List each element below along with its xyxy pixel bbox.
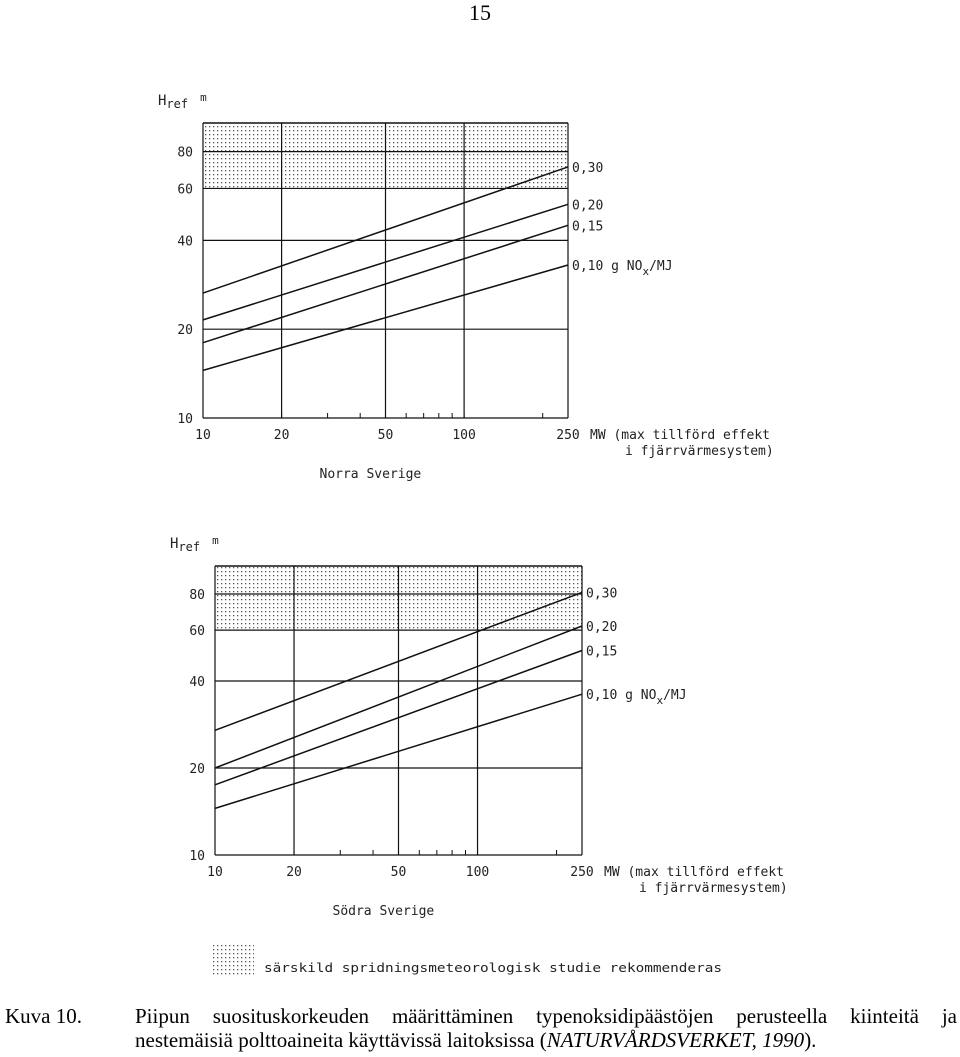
legend-swatch [212,944,254,976]
series-label: 0,15 [586,644,618,660]
y-tick-label: 20 [177,323,193,339]
x-tick-label: 100 [465,865,490,880]
y-tick-label: 60 [189,624,205,640]
x-tick-label: 50 [390,865,407,880]
y-tick-label: 40 [177,234,193,250]
series-label: 0,15 [572,219,604,235]
caption-line-2-end: ). [804,1028,817,1052]
chart-title: Norra Sverige [319,467,422,482]
y-tick-label: 20 [189,762,205,778]
x-tick-label: 10 [195,428,211,443]
caption-line-2 [135,1028,816,1052]
series-label: 0,20 [572,198,604,214]
y-tick-label: 40 [189,675,205,691]
x-tick-label: 20 [286,865,302,880]
x-tick-label: 20 [273,428,290,443]
x-axis-label-line-1: MW (max tillförd effekt [590,428,771,443]
y-axis-label: Href $^m$ [170,534,219,554]
x-tick-label: 10 [207,865,223,880]
caption-line-2-text: nestemäisiä polttoaineita käyttävissä laitoksissa ( [135,1028,547,1052]
chart-sodra-sverige [0,530,960,940]
chart-title: Södra Sverige [332,904,435,919]
y-tick-label: 10 [189,849,205,864]
caption-line-1: Piipun suosituskorkeuden määrittäminen typenoksidipäästöjen perusteella kiinteitä ja [135,1004,957,1028]
series-label: 0,10 g $NO_x/MJ$ [572,259,673,279]
series-label: 0,10 g $NO_x/MJ$ [586,688,687,708]
legend-text: särskild spridningsmeteorologisk studie rekommenderas [264,960,722,975]
x-tick-label: 250 [570,865,594,880]
caption-label: Kuva 10. [5,1004,82,1028]
y-axis-label: Href $^m$ [158,91,207,111]
x-axis-label-line-1: MW (max tillförd effekt [604,865,785,880]
x-axis-label-line-2: i fjärrvärmesystem) [625,444,774,459]
y-tick-label: 80 [189,588,205,604]
y-tick-label: 60 [177,182,193,198]
series-label: 0,30 [586,586,618,602]
x-tick-label: 100 [452,428,476,443]
x-tick-label: 250 [556,428,580,443]
legend [212,944,772,978]
series-label: 0,20 [586,619,618,635]
x-tick-label: 50 [377,428,394,443]
chart-norra-sverige [0,85,960,495]
page-number: 15 [469,0,491,25]
caption-citation: NATURVÅRDSVERKET, 1990 [546,1028,805,1052]
series-label: 0,30 [572,160,604,176]
y-tick-label: 80 [177,145,193,161]
x-axis-label-line-2: i fjärrvärmesystem) [639,881,788,896]
y-tick-label: 10 [177,412,193,427]
